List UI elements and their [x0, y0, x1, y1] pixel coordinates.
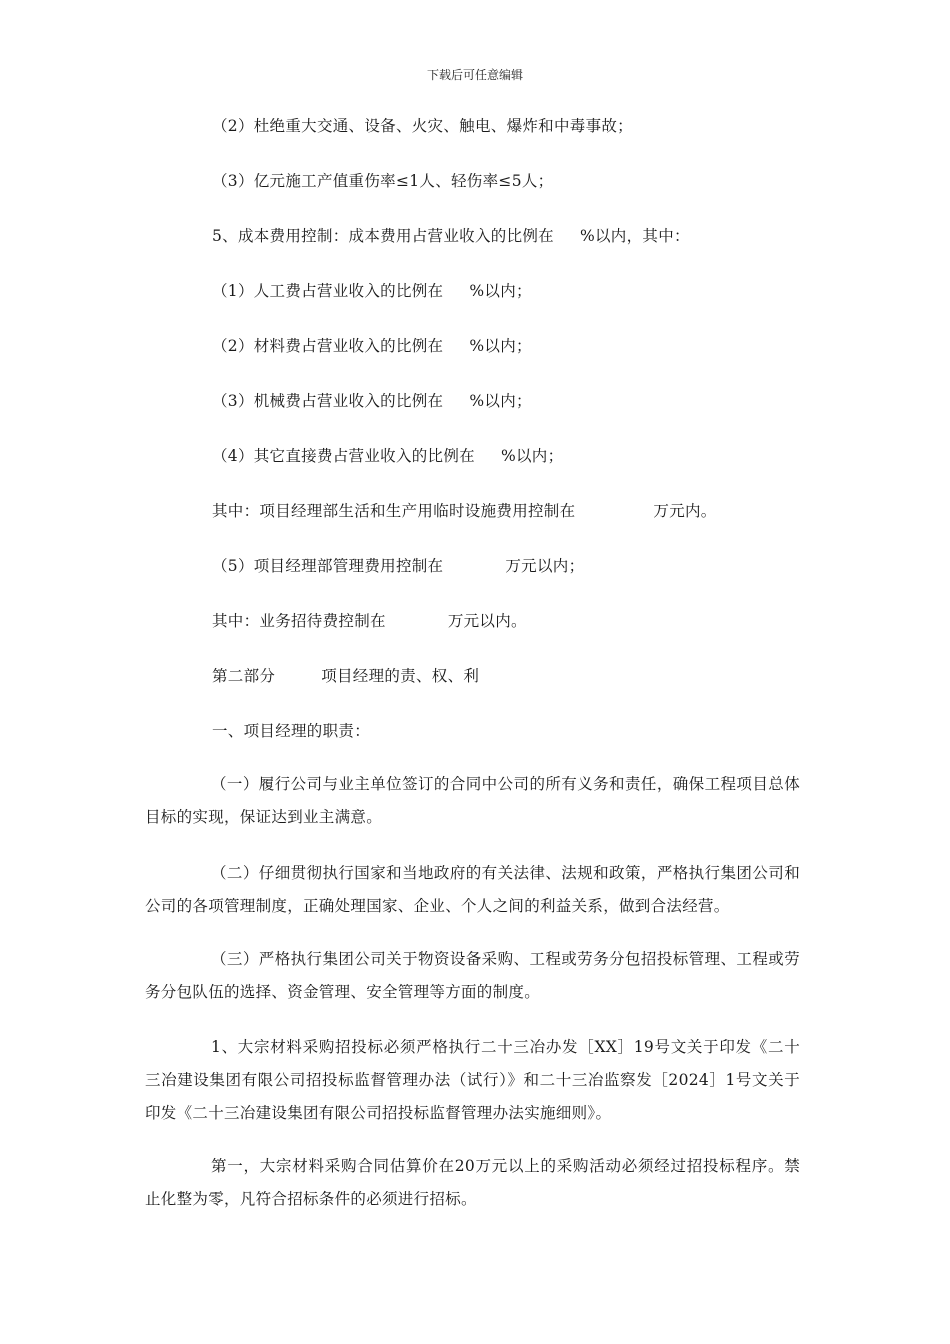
section-heading: [212, 721, 370, 741]
text-segment: （4）其它直接费占营业收入的比例在: [212, 447, 475, 465]
paragraph: 1、大宗材料采购招投标必须严格执行二十三冶办发［XX］19号文关于印发《二十三冶建设集团有限公司招投标监督管理办法（试行）》和二十三冶监察发［2024］1号文关于印发《二十三冶建设集团有限公司招投标监督管理办法实施细则》。: [145, 1038, 800, 1122]
text-line: [212, 446, 563, 466]
text-segment: 其中：项目经理部生活和生产用临时设施费用控制在: [212, 502, 576, 520]
text-segment: （2）材料费占营业收入的比例在: [212, 337, 444, 355]
text-segment: %以内；: [469, 392, 532, 410]
paragraph: （三）严格执行集团公司关于物资设备采购、工程或劳务分包招投标管理、工程或劳务分包队伍的选择、资金管理、安全管理等方面的制度。: [145, 950, 800, 1001]
text-line: [212, 226, 690, 246]
text-segment: %以内；: [469, 282, 532, 300]
text-segment: 一、项目经理的职责：: [212, 722, 371, 740]
text-segment: （1）人工费占营业收入的比例在: [212, 282, 444, 300]
text-segment: 万元以内。: [447, 612, 527, 630]
text-line: [212, 171, 553, 191]
text-line: [212, 116, 633, 136]
text-line: [212, 391, 532, 411]
text-line: [212, 556, 584, 576]
text-segment: （3）亿元施工产值重伤率≤1人、轻伤率≤5人；: [212, 172, 554, 190]
paragraph: （一）履行公司与业主单位签订的合同中公司的所有义务和责任，确保工程项目总体目标的实现，保证达到业主满意。: [145, 775, 800, 826]
text-segment: （5）项目经理部管理费用控制在: [212, 557, 444, 575]
text-line: [212, 611, 527, 631]
text-segment: （2）杜绝重大交通、设备、火灾、触电、爆炸和中毒事故；: [212, 117, 633, 135]
text-segment: 万元内。: [653, 502, 717, 520]
text-segment: %以内，其中：: [579, 227, 690, 245]
text-segment: 其中：业务招待费控制在: [212, 612, 386, 630]
text-line: [212, 281, 532, 301]
text-segment: （3）机械费占营业收入的比例在: [212, 392, 444, 410]
text-segment: %以内；: [500, 447, 564, 465]
paragraph: （二）仔细贯彻执行国家和当地政府的有关法律、法规和政策，严格执行集团公司和公司的各项管理制度，正确处理国家、企业、个人之间的利益关系，做到合法经营。: [145, 864, 800, 915]
page-header: 下载后可任意编辑: [426, 68, 523, 82]
text-line: [212, 336, 532, 356]
paragraph: 第一，大宗材料采购合同估算价在20万元以上的采购活动必须经过招投标程序。禁止化整为零，凡符合招标条件的必须进行招标。: [145, 1157, 800, 1208]
section-heading: [212, 666, 479, 686]
text-segment: 5、成本费用控制：成本费用占营业收入的比例在: [212, 227, 554, 245]
text-segment: 项目经理的责、权、利: [321, 667, 480, 685]
text-segment: %以内；: [469, 337, 532, 355]
text-segment: 第二部分: [212, 667, 276, 685]
text-segment: 万元以内；: [505, 557, 585, 575]
text-line: [212, 501, 717, 521]
